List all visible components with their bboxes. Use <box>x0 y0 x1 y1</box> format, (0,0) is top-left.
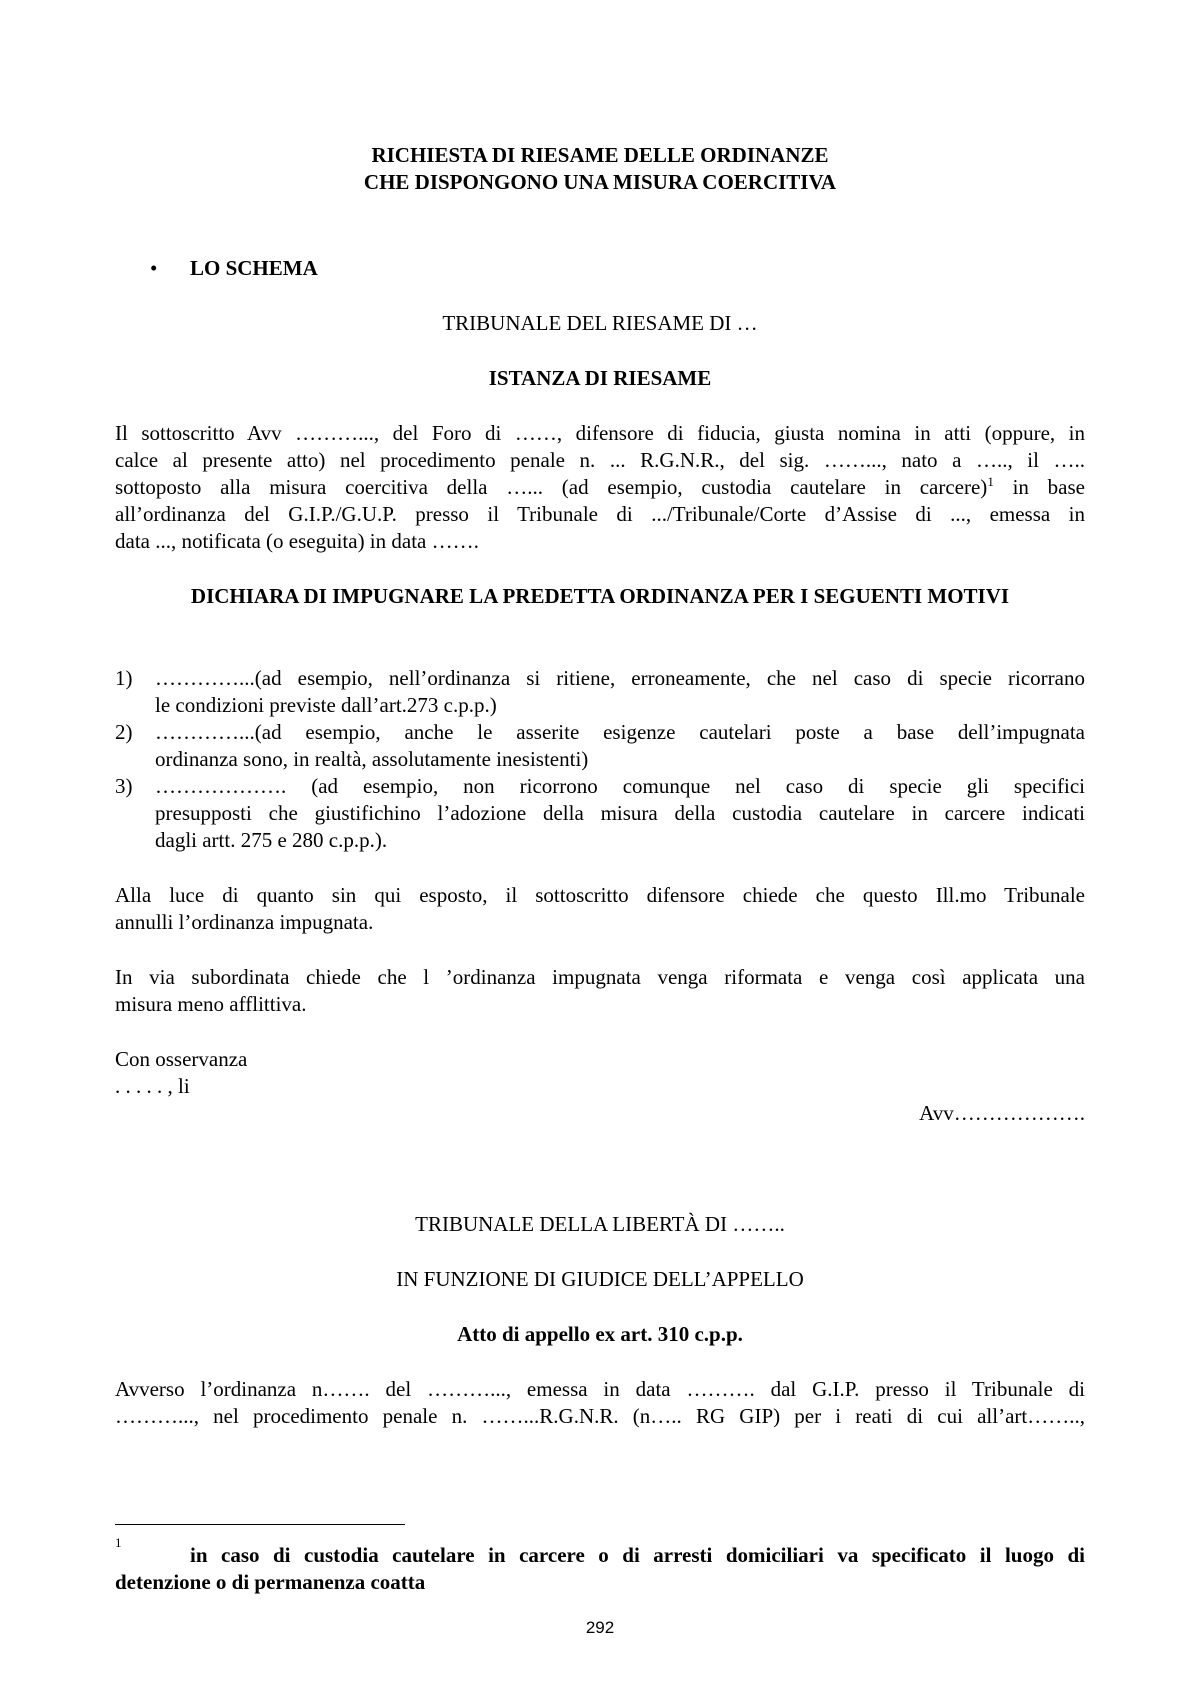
subordinate-paragraph-line: In via subordinata chiede che l ’ordinanza impugnata venga riformata e venga così applicata una <box>115 965 1085 989</box>
motive-number: 1) <box>115 666 133 690</box>
motive-number: 3) <box>115 774 133 798</box>
motive-line: …………...(ad esempio, nell’ordinanza si ritiene, erroneamente, che nel caso di specie ricorrano <box>155 666 1085 690</box>
bullet-glyph: • <box>150 256 158 280</box>
page-number: 292 <box>585 1618 615 1637</box>
motive-line: le condizioni previste dall’art.273 c.p.p.) <box>155 693 497 717</box>
motive-line: dagli artt. 275 e 280 c.p.p.). <box>155 828 388 852</box>
document-title-line-1: RICHIESTA DI RIESAME DELLE ORDINANZE <box>371 143 829 167</box>
court-heading-riesame: TRIBUNALE DEL RIESAME DI … <box>442 311 758 335</box>
signature-line: Avv………………. <box>919 1101 1085 1125</box>
footnote-separator <box>115 1524 405 1525</box>
motive-line: …………...(ad esempio, anche le asserite esigenze cautelari poste a base dell’impugnata <box>155 720 1085 744</box>
istanza-heading: ISTANZA DI RIESAME <box>488 366 712 390</box>
conclusion-paragraph-line: Alla luce di quanto sin qui esposto, il sottoscritto difensore chiede che questo Ill.mo Tribunale <box>115 883 1085 907</box>
motive-line: ………………. (ad esempio, non ricorrono comunque nel caso di specie gli specifici <box>155 774 1085 798</box>
dichiara-heading: DICHIARA DI IMPUGNARE LA PREDETTA ORDINANZA PER I SEGUENTI MOTIVI <box>190 584 1010 608</box>
istanza-paragraph-line: all’ordinanza del G.I.P./G.U.P. presso il Tribunale di .../Tribunale/Corte d’Assise di ..., emessa in <box>115 502 1085 526</box>
istanza-paragraph-text: sottoposto alla misura coercitiva della …... (ad esempio, custodia cautelare in carcere) <box>115 475 988 499</box>
istanza-paragraph-line: calce al presente atto) nel procedimento penale n. ... R.G.N.R., del sig. ……..., nato a ….., il ….. <box>115 448 1085 472</box>
motive-line: presupposti che giustifichino l’adozione della misura della custodia cautelare in carcere indicati <box>155 801 1085 825</box>
footnote-marker: 1 <box>115 1535 122 1550</box>
bullet-label: LO SCHEMA <box>190 256 318 280</box>
document-title-line-2: CHE DISPONGONO UNA MISURA COERCITIVA <box>363 170 837 194</box>
istanza-paragraph-line <box>115 474 1085 501</box>
footnote-text-line: detenzione o di permanenza coatta <box>115 1570 426 1594</box>
place-date: . . . . . , li <box>115 1074 190 1098</box>
appello-function-heading: IN FUNZIONE DI GIUDICE DELL’APPELLO <box>396 1267 804 1291</box>
istanza-paragraph-line: Il sottoscritto Avv ………..., del Foro di ……, difensore di fiducia, giusta nomina in atti (oppure, in <box>115 421 1085 445</box>
conclusion-paragraph-line: annulli l’ordinanza impugnata. <box>115 910 374 934</box>
appello-paragraph-line: Avverso l’ordinanza n……. del ………..., emessa in data ………. dal G.I.P. presso il Tribunale di <box>115 1377 1085 1401</box>
istanza-paragraph-line: data ..., notificata (o eseguita) in data ……. <box>115 529 479 553</box>
footnote-text-line: in caso di custodia cautelare in carcere o di arresti domiciliari va specificato il luogo di <box>190 1543 1085 1567</box>
appello-act-heading: Atto di appello ex art. 310 c.p.p. <box>457 1322 743 1346</box>
motive-line: ordinanza sono, in realtà, assolutamente inesistenti) <box>155 747 589 771</box>
istanza-paragraph-text: in base <box>993 475 1085 499</box>
closing-salutation: Con osservanza <box>115 1047 248 1071</box>
court-heading-liberta: TRIBUNALE DELLA LIBERTÀ DI …….. <box>415 1212 785 1236</box>
subordinate-paragraph-line: misura meno afflittiva. <box>115 992 307 1016</box>
footnote-reference: 1 <box>987 474 994 489</box>
appello-paragraph-line: ………..., nel procedimento penale n. ……...R.G.N.R. (n….. RG GIP) per i reati di cui all’art…….., <box>115 1404 1085 1428</box>
motive-number: 2) <box>115 720 133 744</box>
